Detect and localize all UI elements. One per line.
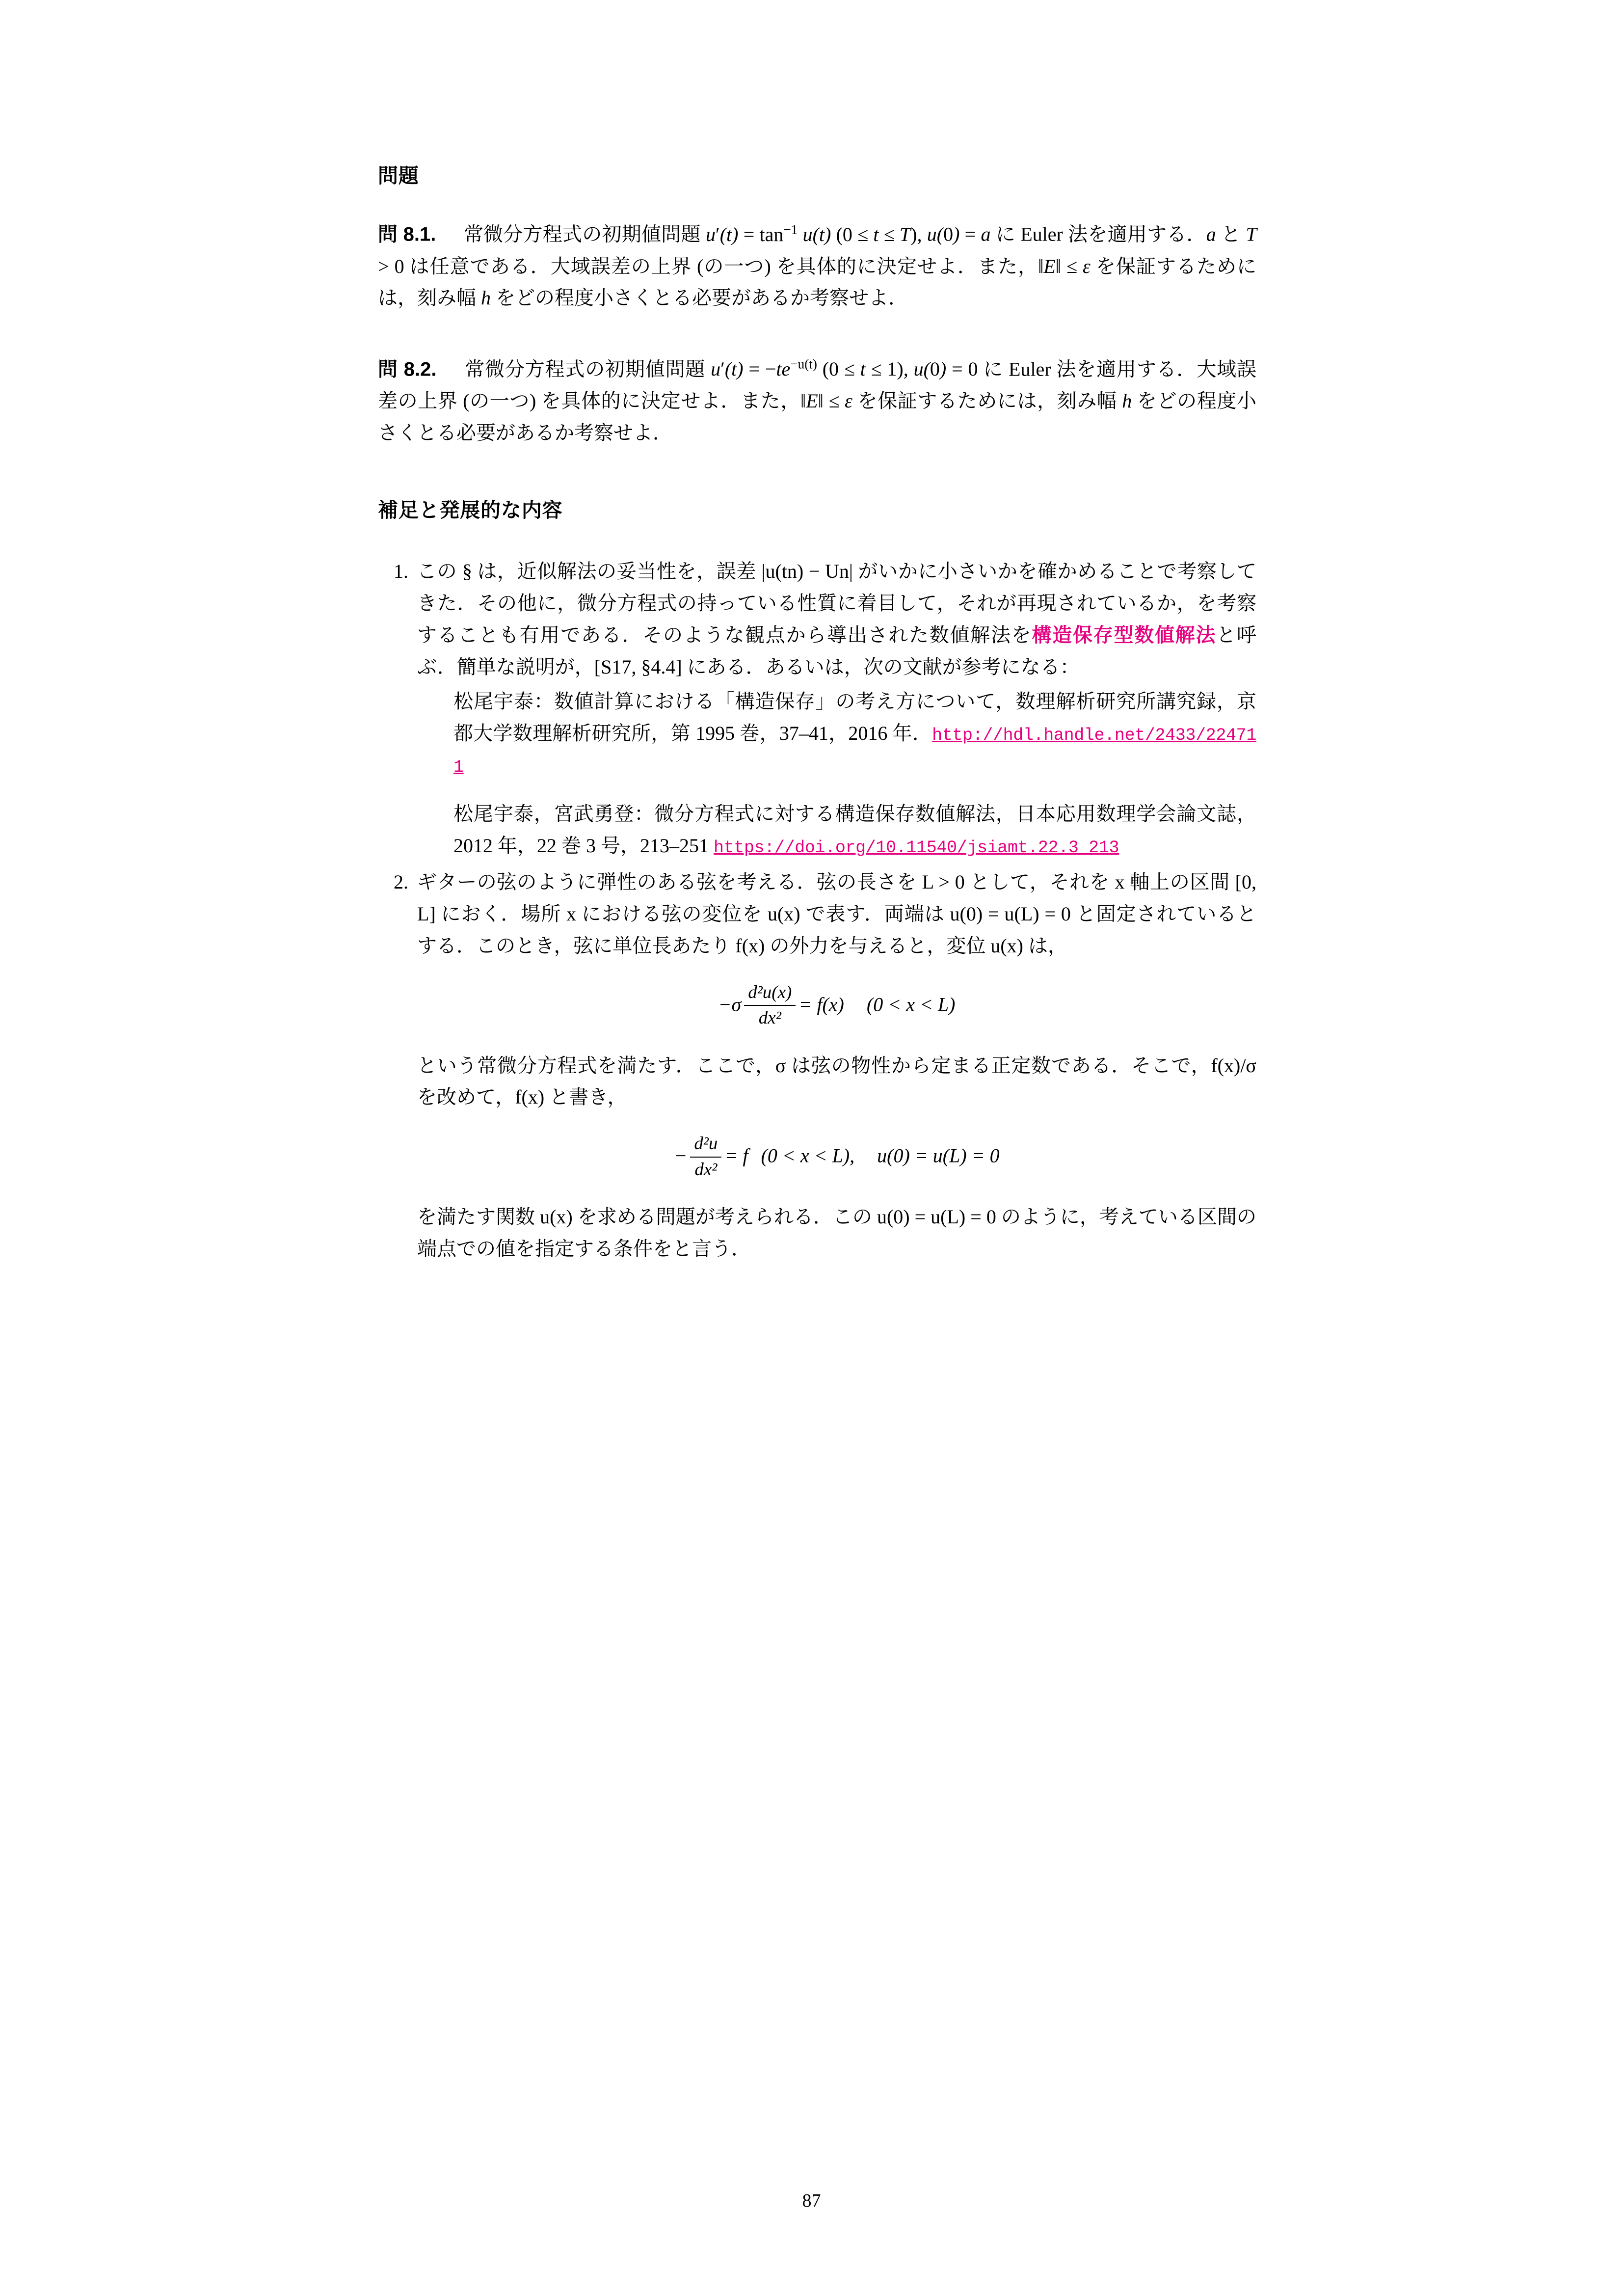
- reference-1-text: 松尾宇泰：数値計算における「構造保存」の考え方について，数理解析研究所講究録，京都大学数理解析研究所，第 1995 巻，37–41，2016 年．: [453, 690, 1256, 745]
- problem-8-1-var-T: T > 0: [378, 223, 1257, 277]
- equation-2-boundary: u(0) = u(L) = 0: [877, 1144, 1000, 1167]
- problem-8-2-h: h: [1122, 390, 1132, 412]
- section-heading-problems: 問題: [378, 164, 419, 187]
- problem-8-2-label: 問 8.2.: [378, 358, 437, 380]
- section-heading-supplement: 補足と発展的な内容: [378, 498, 563, 521]
- list-item: [378, 866, 1256, 1265]
- equation-1-denominator: dx²: [758, 1008, 781, 1028]
- problem-8-1-label: 問 8.1.: [378, 223, 436, 245]
- supplement-2-body-1: ギターの弦のように弾性のある弦を考える．弦の長さを L > 0 として，それを x 軸上の区間 [0, L] におく．場所 x における弦の変位を u(x) で表す．両端は u(0) = u(L) = 0 と固定されているとする．このとき，弦に単位長あたり f(x) の外力を与えると，変位 u(x) は，: [417, 871, 1256, 957]
- equation-2-rhs: = f: [724, 1144, 748, 1167]
- reference-2-text: 松尾宇泰，宮武勇登：微分方程式に対する構造保存数値解法，日本応用数理学会論文誌，2012 年，22 巻 3 号，213–251: [453, 802, 1256, 857]
- equation-2: [417, 1134, 1256, 1182]
- equation-1-numerator: d²u(x): [744, 982, 796, 1006]
- problem-8-1-equation: $u'(t) = \tan^{-1} u(t) (0 \le t \le T)$,: [705, 222, 922, 245]
- reference-2: [417, 798, 1256, 862]
- page-number: 87: [802, 2190, 821, 2211]
- equation-1-condition: (0 < x < L): [866, 993, 956, 1016]
- problem-8-1-h: h: [481, 287, 491, 309]
- equation-2-numerator: d²u: [690, 1133, 721, 1157]
- equation-1-rhs: = f(x): [798, 993, 844, 1016]
- problem-8-1-text-1: 常微分方程式の初期値問題: [463, 223, 706, 245]
- supplement-1-body-1: この § は，近似解法の妥当性を，誤差 |u(tn) − Un| がいかに小さいかを確かめることで考察してきた．その他に，微分方程式の持っている性質に着目して，それが再現されているか，を考察することも有用である．そのような観点から導出された数値解法を: [417, 560, 1256, 646]
- supplement-list: [378, 556, 1256, 1265]
- reference-1: [417, 686, 1256, 781]
- problem-8-1-condition: u(0) = a: [927, 223, 991, 245]
- spacer: [378, 336, 1256, 353]
- equation-1-fraction: [744, 982, 796, 1029]
- supplement-2-body-3: を満たす関数 u(x) を求める問題が考えられる．この u(0) = u(L) = 0 のように，考えている区間の端点での値を指定する条件をと言う．: [417, 1205, 1256, 1260]
- equation-2-condition: (0 < x < L),: [761, 1144, 855, 1167]
- supplement-1-highlight: 構造保存型数値解法: [1032, 623, 1217, 646]
- equation-1-sign: −σ: [718, 993, 742, 1016]
- problem-8-2-norm: ‖E‖ ≤ ε: [800, 390, 852, 412]
- problem-8-2: 問 8.2. 常微分方程式の初期値問題 $u'(t) = -te^{-u(t)}$ (0 ≤ t ≤ 1), u(0) = 0 に Euler 法を適用する．大域誤差の上界 (の一つ) を具体的に決定せよ．また，‖E‖ ≤ ε を保証するためには，刻み幅 h をどの程度小さくとる必要があるか考察せよ．: [378, 357, 1257, 444]
- list-item-marker: 2.: [394, 871, 408, 893]
- page-content: [378, 162, 1256, 1265]
- problem-8-1-vars: a: [1206, 223, 1216, 245]
- equation-1: [417, 983, 1256, 1030]
- reference-2-link[interactable]: https://doi.org/10.11540/jsiamt.22.3_213: [714, 837, 1119, 858]
- equation-2-fraction: [690, 1133, 721, 1181]
- problem-8-1: 問 8.1. 常微分方程式の初期値問題 $u'(t) = \tan^{-1} u(t) (0 \le t \le T)$, u(0) = a に Euler 法を適用する．a と T > 0 は任意である．大域誤差の上界 (の一つ) を具体的に決定せよ．また，‖E‖ ≤ ε を保証するためには，刻み幅 h をどの程度小さくとる必要があるか考察せよ．: [378, 222, 1257, 309]
- list-item: [378, 556, 1256, 862]
- problem-8-1-norm: ‖E‖ ≤ ε: [1038, 255, 1091, 277]
- reference-1-link[interactable]: http://hdl.handle.net/2433/224711: [453, 726, 1256, 777]
- equation-2-sign: −: [674, 1144, 688, 1167]
- supplement-1-body-2: と呼ぶ．簡単な説明が，[S17, §4.4] にある．あるいは，次の文献が参考になる：: [417, 623, 1256, 678]
- supplement-2-body-2: という常微分方程式を満たす．ここで，σ は弦の物性から定まる正定数である．そこで，f(x)/σ を改めて，f(x) と書き，: [417, 1054, 1256, 1108]
- list-item-marker: 1.: [394, 560, 408, 583]
- equation-2-denominator: dx²: [694, 1159, 718, 1180]
- problem-8-2-text-1: 常微分方程式の初期値問題: [464, 358, 711, 380]
- problem-8-2-equation: $u'(t) = -te^{-u(t)}$ (0 ≤ t ≤ 1), u(0) = 0: [711, 357, 978, 380]
- problem-8-1-text-2: に Euler 法を適用する．: [995, 223, 1206, 245]
